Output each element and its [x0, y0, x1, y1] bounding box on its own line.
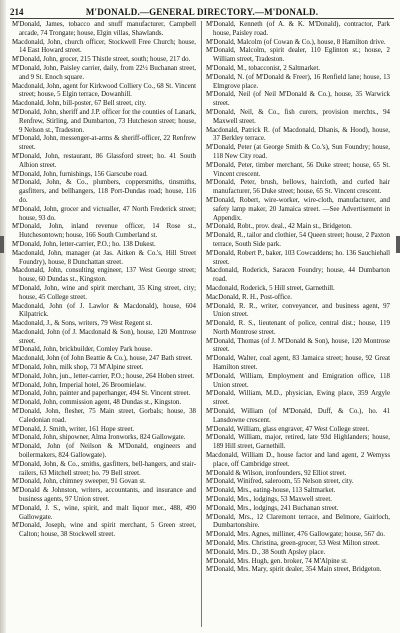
directory-entry: M'Donald, Walter, coal agent, 83 Jamaica street; house, 92 Great Hamilton street. — [206, 355, 390, 372]
directory-entry: M'Donald, R., tailor and clothier, 54 Queen street; house, 2 Paxton terrace, South Side park. — [206, 232, 390, 248]
page-header — [10, 6, 394, 18]
directory-entry: M'Donald, John, restaurant, 86 Glassford street; ho. 41 South Albion street. — [12, 152, 196, 169]
directory-entry: M'Donald, Joseph, wine and spirit merchant, 5 Green street, Calton; house, 38 Stockwell street. — [12, 522, 196, 539]
directory-entry: M'Donald & Johnston, writers, accountants, and insurance and business agents, 97 Union street. — [12, 487, 196, 504]
directory-entry: M'Donald, Mrs. Agnes, milliner, 476 Gallowgate; house, 567 do. — [206, 531, 385, 539]
directory-entry: M'Donald, M., tobacconist, 2 Saltmarket. — [206, 64, 320, 72]
directory-entry: M'Donald, William, Employment and Emigration office, 118 Union street. — [206, 372, 390, 389]
directory-entry: M'Donald, John, Paisley carrier, daily, from 22½ Buchanan street, and 9 St. Enoch square. — [12, 64, 196, 81]
directory-entry: M'Donald, John, letter-carrier, P.O.; ho. 138 Dukest. — [12, 240, 156, 248]
directory-entry: M'Donald, Peter (at George Smith & Co.'s), Sun Foundry; house, 118 New City road. — [206, 144, 390, 160]
directory-entry: Macdonald, John, consulting engineer, 137 West George street; house, 60 Dundas st., Kingston. — [12, 267, 196, 284]
directory-entry: Macdonald, John, church officer, Stockwell Free Church; house, 14 East Howard street. — [12, 38, 196, 55]
directory-entry: M'Donald, John, shipowner, Alma Ironworks, 824 Gallowgate. — [12, 434, 186, 442]
directory-entry: M'Donald, Winifred, saleroom, 55 Nelson street, city. — [206, 478, 354, 486]
directory-entry: M'Donald, John, commission agent, 48 Dundas st., Kingston. — [12, 399, 182, 407]
directory-entry: M'Donald, Neil, & Co., fish curers, provision merchts., 94 Maxwell street. — [206, 108, 390, 125]
directory-entry: M'Donald, Mrs., 12 Claremont terrace, and Belmore, Gairloch, Dumbartonshire. — [206, 513, 390, 530]
directory-entry: M'Donald, R. S., lieutenant of police, central dist.; house, 119 North Montrose street. — [206, 320, 390, 336]
directory-entry: M'Donald, J. Smith, writer, 161 Hope street. — [12, 425, 135, 433]
directory-entry: M'Donald, John, grocer and victualler, 47 North Frederick street; house, 93 do. — [12, 205, 196, 222]
left-column — [12, 21, 196, 540]
directory-entry: Macdonald, John (of J. Macdonald & Son), house, 120 Montrose street. — [12, 328, 196, 345]
directory-entry: Macdonald, John, manager (at Jas. Aitken & Co.'s, Hill Street Foundry), house, 8 Dunchattan street. — [12, 249, 196, 266]
directory-entry: M'Donald, James, tobacco and snuff manufacturer, Campbell arcade, 74 Trongate; house, Elgin villas, Shawlands. — [12, 21, 196, 37]
directory-entry: MacDonald, R. H., Post-office. — [206, 293, 292, 301]
directory-entry: M'Donald, William, major, retired, late 93d Highlanders; house, 189 Hill street, Garnethill. — [206, 434, 390, 451]
directory-entry: M'Donald & Wilson, ironfounders, 92 Elliot street. — [206, 469, 347, 477]
directory-entry: M'Donald, Robt., prov. deal., 42 Main st., Bridgeton. — [206, 223, 352, 231]
directory-entry: Macdonald, John (of J. Lawlor & Macdonald), house, 604 Kilpatrick. — [12, 302, 196, 319]
directory-entry: M'Donald, Mrs. Mary, spirit dealer, 354 Main street, Bridgeton. — [206, 566, 382, 574]
directory-entry: M'Donald, John, inland revenue officer, 14 Rose st., Hutchesontown; house, 166 South Cumberland st. — [12, 223, 196, 240]
directory-entry: M'Donald, Robert, wire-worker, wire-cloth, manufacturer, and safety lamp maker, 20 Jamaica street. —See Advertisement in Appendix. — [206, 196, 390, 222]
directory-entry: M'Donald, Malcolm, spirit dealer, 110 Eglinton st.; house, 2 William street, Tradeston. — [206, 47, 390, 64]
directory-entry: M'Donald, John, jun., letter-carrier, P.O.; house, 264 Hoben street. — [12, 372, 195, 380]
directory-entry: Macdonald, Roderick, 5 Hill street, Garnethill. — [206, 284, 335, 292]
directory-entry: M'Donald, Peter, timber merchant, 56 Duke street; house, 65 St. Vincent crescent. — [206, 161, 390, 178]
directory-entry: Macdonald, J., & Sons, writers, 79 West Regent st. — [12, 320, 153, 328]
directory-entry: M'Donald, Mrs., lodgings, 241 Buchanan street. — [206, 504, 339, 512]
directory-entry: M'Donald, William (of M'Donald, Duff, & Co.), ho. 41 Lansdowne crescent. — [206, 408, 390, 424]
directory-entry: M'Donald, Robert P., baker, 103 Cowcaddens; ho. 136 Sauchiehall street. — [206, 249, 390, 266]
directory-entry: M'Donald, John, painter and paperhanger, 494 St. Vincent street. — [12, 390, 191, 398]
directory-entry: M'Donald, Thomas (of J. M'Donald & Son), house, 120 Montrose street. — [206, 337, 390, 354]
scan-mark-right — [396, 236, 400, 253]
directory-entry: Macdonald, William D., house factor and land agent, 2 Wemyss place, off Cambridge street. — [206, 452, 390, 468]
directory-entry: M'Donald, John, grocer, 215 Thistle street, south; house, 217 do. — [12, 56, 191, 64]
directory-entry: M'Donald, John, brickbuilder, Comley Park house. — [12, 346, 153, 354]
directory-entry: M'Donald, John, furnishings, 156 Garscube road. — [12, 170, 148, 178]
column-divider — [201, 21, 202, 627]
directory-entry: Macdonald, Roderick, Saracen Foundry; house, 44 Dumbarton road. — [206, 267, 390, 284]
directory-entry: Macdonald, John, bill-poster, 67 Bell street, city. — [12, 100, 147, 108]
directory-entry: M'Donald, John, & Co., smiths, gasfitters, bell-hangers, and stair-railers, 63 Mitchell street; ho. 79 Bell street. — [12, 460, 196, 477]
directory-entry: M'Donald, R. R., writer, conveyancer, and business agent, 97 Union street. — [206, 302, 390, 319]
directory-entry: M'Donald, John (of Neilson & M'Donald, engineers and boilermakers, 824 Gallowgate). — [12, 443, 196, 460]
directory-entry: M'Donald, John, messenger-at-arms & sheriff-officer, 22 Renfrew street. — [12, 135, 196, 152]
directory-entry: M'Donald, John, wine and spirit merchant, 35 King street, city; house, 45 College street. — [12, 284, 196, 301]
page-edge — [0, 0, 6, 633]
directory-entry: M'Donald, John, Imperial hotel, 26 Broomielaw. — [12, 381, 146, 389]
directory-entry: M'Donald, Mrs., eating-house, 113 Saltmarket. — [206, 487, 336, 495]
running-title: M'DONALD.—GENERAL DIRECTORY.—M'DONALD. — [85, 7, 319, 17]
scan-mark-left — [0, 236, 4, 253]
directory-entry: M'Donald, Peter, brush, bellows, haircloth, and curled hair manufacturer, 56 Duke street; house, 65 St. Vincent crescent. — [206, 179, 390, 196]
directory-entry: M'Donald, John, chimney sweeper, 91 Govan st. — [12, 478, 146, 486]
directory-entry: Macdonald, John, agent for Kirkwood Colliery Co., 68 St. Vincent street; house, 5 Elgin terrace, Dowanhill. — [12, 82, 196, 99]
directory-entry: M'Donald, J. S., wine, spirit, and malt liquor mer., 488, 490 Gallowgate. — [12, 504, 196, 521]
page-number: 214 — [10, 7, 24, 17]
directory-entry: M'Donald, Kenneth (of A. & K. M'Donald), contractor, Park house, Paisley road. — [206, 21, 390, 37]
directory-entry: M'Donald, William, glass engraver, 47 West College street. — [206, 425, 370, 433]
directory-entry: M'Donald, John, sheriff and J.P. officer for the counties of Lanark, Renfrew, Stirling, and Dumbarton, 73 Hutcheson street; house, 9 Nelson st., Tradeston. — [12, 108, 196, 134]
directory-entry: M'Donald, Mrs. D., 38 South Apsley place. — [206, 548, 326, 556]
directory-entry: M'Donald, Mrs., lodgings, 53 Maxwell street. — [206, 496, 333, 504]
right-column — [206, 21, 390, 575]
directory-entry: M'Donald, Mrs. Hugh, gen. broker, 74 M'Alpine st. — [206, 557, 348, 565]
directory-entry: Macdonald, John (of John Beattie & Co.), house, 247 Bath street. — [12, 355, 193, 363]
directory-entry: M'Donald, William, M.D., physician, Ewing place, 359 Argyle street. — [206, 390, 390, 407]
directory-entry: M'Donald, Mrs. Christina, green-grocer, 53 West Milton street. — [206, 540, 380, 548]
directory-entry: M'Donald, John, milk shop, 73 M'Alpine street. — [12, 364, 144, 372]
directory-entry: M'Donald, N. (of M'Donald & Freer), 16 Renfield lane; house, 13 Elmgrove place. — [206, 73, 390, 90]
directory-entry: M'Donald, Malcolm (of Cowan & Co.), house, 8 Hamilton drive. — [206, 38, 386, 46]
directory-entry: Macdonald, Patrick R. (of Macdonald, Dhanis, & Hood), house, 37 Berkley terrace. — [206, 126, 390, 143]
directory-entry: M'Donald, John, flesher, 75 Main street, Gorbals; house, 38 Caledonian road. — [12, 408, 196, 424]
directory-entry: M'Donald, John, & Co., plumbers, coppersmiths, tinsmiths, gasfitters, and bellhangers, 118 Port-Dundas road; house, 116 do. — [12, 179, 196, 204]
directory-entry: M'Donald, Neil (of Neil M'Donald & Co.), house, 35 Warwick street. — [206, 91, 390, 108]
header-rule — [10, 18, 394, 19]
